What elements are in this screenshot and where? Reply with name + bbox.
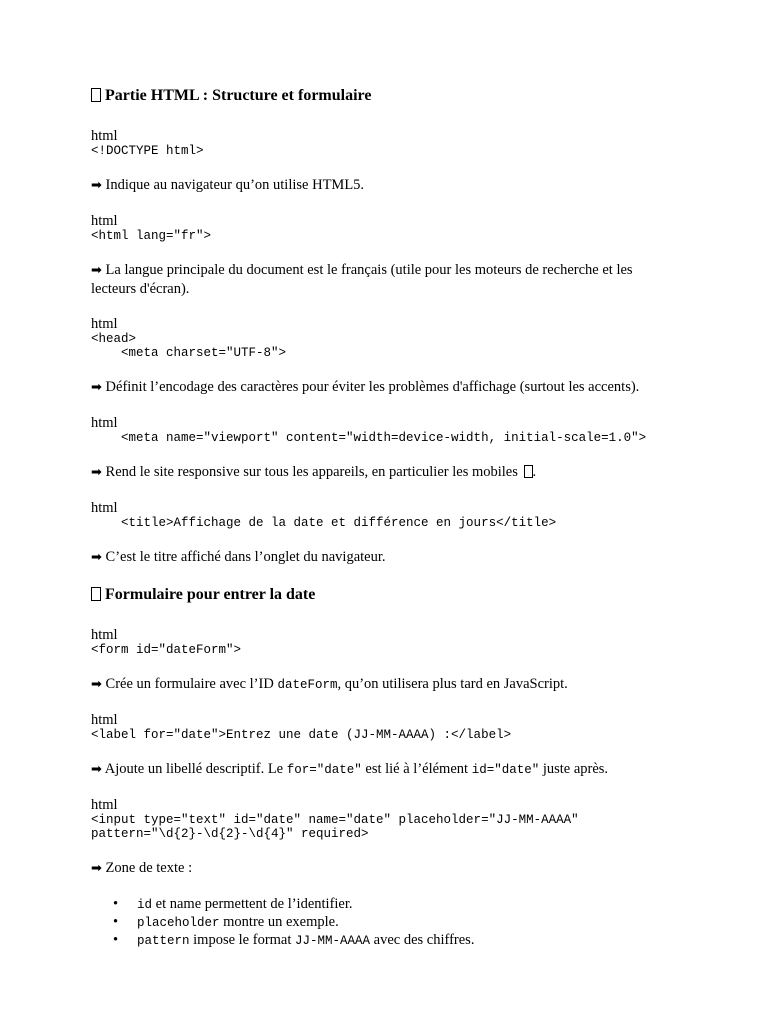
explanation-note: ➡ Rend le site responsive sur tous les appareils, en particulier les mobiles . xyxy=(91,464,537,480)
arrow-right-icon: ➡ xyxy=(91,465,102,480)
code-snippet: <form id="dateForm"> xyxy=(91,643,242,657)
attribute-list xyxy=(91,896,681,950)
arrow-right-icon: ➡ xyxy=(91,762,102,777)
code-snippet: <title>Affichage de la date et différence en jours</title> xyxy=(91,516,557,530)
code-lang-label: html xyxy=(91,712,118,728)
code-snippet: <head> <meta charset="UTF-8"> xyxy=(91,332,287,360)
code-lang-label: html xyxy=(91,213,118,229)
code-snippet: <meta name="viewport" content="width=device-width, initial-scale=1.0"> xyxy=(91,431,647,445)
missing-glyph-icon xyxy=(91,587,101,601)
section-heading-form: Formulaire pour entrer la date xyxy=(91,585,681,605)
section-heading-html: Partie HTML : Structure et formulaire xyxy=(91,86,681,106)
code-lang-label: html xyxy=(91,316,118,332)
arrow-right-icon: ➡ xyxy=(91,677,102,692)
explanation-note: ➡ La langue principale du document est le français (utile pour les moteurs de recherche et les lecteurs d'écran). xyxy=(91,262,633,297)
code-lang-label: html xyxy=(91,415,118,431)
arrow-right-icon: ➡ xyxy=(91,861,102,876)
code-lang-label: html xyxy=(91,128,118,144)
code-lang-label: html xyxy=(91,627,118,643)
code-snippet: <!DOCTYPE html> xyxy=(91,144,204,158)
code-lang-label: html xyxy=(91,500,118,516)
explanation-note: ➡ Définit l’encodage des caractères pour éviter les problèmes d'affichage (surtout les accents). xyxy=(91,379,640,395)
missing-glyph-icon xyxy=(91,88,101,102)
code-lang-label: html xyxy=(91,797,118,813)
arrow-right-icon: ➡ xyxy=(91,550,102,565)
arrow-right-icon: ➡ xyxy=(91,380,102,395)
document-page xyxy=(91,86,681,950)
explanation-note: ➡ C’est le titre affiché dans l’onglet du navigateur. xyxy=(91,549,386,565)
list-item: • placeholder montre un exemple. xyxy=(113,914,681,932)
arrow-right-icon: ➡ xyxy=(91,178,102,193)
explanation-note: ➡ Zone de texte : xyxy=(91,860,193,876)
code-snippet: <label for="date">Entrez une date (JJ-MM-AAAA) :</label> xyxy=(91,728,512,742)
list-item: • pattern impose le format JJ-MM-AAAA avec des chiffres. xyxy=(113,932,681,950)
code-snippet: <input type="text" id="date" name="date" placeholder="JJ-MM-AAAA" pattern="\d{2}-\d{2}-\d{4}" required> xyxy=(91,813,579,841)
mobile-emoji-icon xyxy=(524,465,533,478)
list-item: • id et name permettent de l’identifier. xyxy=(113,896,681,914)
arrow-right-icon: ➡ xyxy=(91,263,102,278)
explanation-note: ➡ Ajoute un libellé descriptif. Le for="date" est lié à l’élément id="date" juste après. xyxy=(91,761,609,777)
code-snippet: <html lang="fr"> xyxy=(91,229,212,243)
explanation-note: ➡ Crée un formulaire avec l’ID dateForm, qu’on utilisera plus tard en JavaScript. xyxy=(91,676,568,692)
explanation-note: ➡ Indique au navigateur qu’on utilise HTML5. xyxy=(91,177,365,193)
